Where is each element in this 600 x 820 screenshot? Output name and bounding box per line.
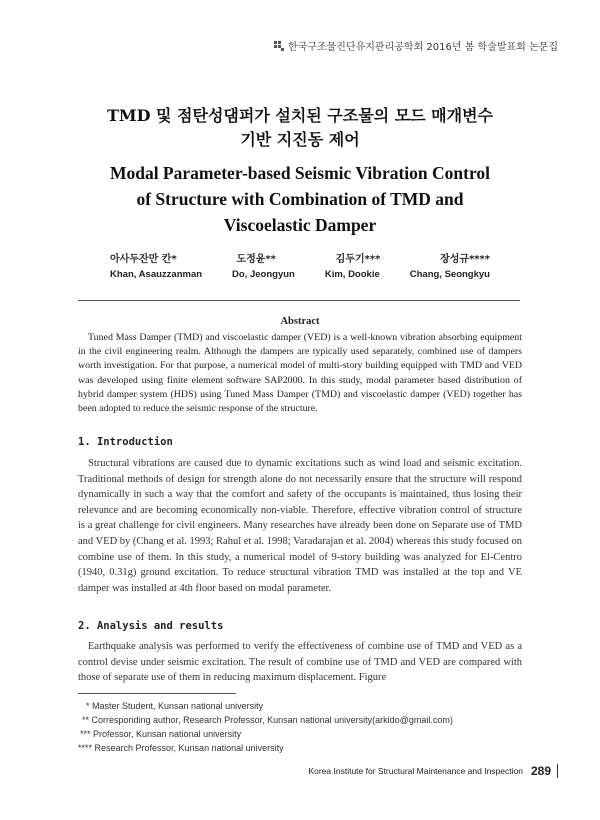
abstract-heading: Abstract — [280, 316, 320, 327]
author-en: Do, Jeongyun — [232, 269, 295, 280]
footnote-divider — [78, 693, 236, 694]
author-ko: 장성규**** — [440, 254, 490, 265]
running-header — [274, 38, 558, 53]
footnotes — [78, 699, 453, 755]
publisher-name: Korea Institute for Structural Maintenance and Inspection — [308, 766, 523, 776]
title-divider — [78, 300, 520, 301]
english-authors — [110, 269, 490, 280]
korean-authors — [110, 250, 490, 265]
author-ko: 도정윤** — [236, 254, 276, 265]
page-number: 289 — [531, 764, 558, 778]
korean-title-line: 기반 지진동 제어 — [240, 130, 360, 149]
english-title — [40, 160, 560, 238]
author-block — [110, 250, 490, 280]
section-heading-analysis: 2. Analysis and results — [78, 620, 224, 632]
abstract-text: Tuned Mass Damper (TMD) and viscoelastic damper (VED) is a well-known vibration absorbing equipment in the civil engineering realm. Although the dampers are typically used separately, combined use of dampers worth investigation. For that purpose, a numerical model of multi-story building equipped with TMD and VED was developed using finite element software SAP2000. In this study, modal parameter based distribution of hybrid damper system (HDS) using Tuned Mass Damper (TMD) and viscoelastic damper (VED) together has been adopted to reduce the seismic response of the structure. — [78, 332, 522, 415]
author-en: Khan, Asauzzanman — [110, 269, 203, 280]
introduction-text: Structural vibrations are caused due to dynamic excitations such as wind load and seismic excitation. Traditional methods of design for strength alone do not necessarily ensure that the structure will respond dynamically in such a way that the comfort and safety of the occupants is maintained, thus losing their relevance and are becoming economically non-viable. Therefore, effective vibration control of structure is a great challenge for civil engineers. Many researches have already been done on Separate use of TMD and VED by (Chang et al. 1993; Rahul et al. 1998; Varadarajan et al. 2004) whereas this study focused on combine use of them. In this study, a numerical model of 9-story building was analyzed for El-Centro (1940, 0.31g) ground excitation. To reduce structural vibration TMD was installed at the top and VE damper was installed at 4th floor based on modal parameter. — [78, 458, 523, 594]
korean-title-line: TMD 및 점탄성댐퍼가 설치된 구조물의 모드 매개변수 — [106, 106, 494, 125]
analysis-text: Earthquake analysis was performed to verify the effectiveness of combine use of TMD and VED as a control devise under seismic excitation. The result of combine use of TMD and VED are compared with those of separate use of them in reducing maximum displacement. Figure — [78, 641, 522, 684]
footnote: *** Professor, Kunsan national university — [80, 729, 242, 739]
english-title-line: Modal Parameter-based Seismic Vibration Control — [109, 163, 491, 183]
footnote: ** Corresponding author, Research Professor, Kunsan national university(arkido@gmail.com) — [82, 715, 453, 725]
english-title-line: of Structure with Combination of TMD and — [136, 189, 464, 209]
author-ko: 김두기*** — [335, 254, 381, 265]
footnote: * Master Student, Kunsan national university — [86, 701, 264, 711]
journal-name: 한국구조물진단유지관리공학회 2016년 봄 학술발표회 논문집 — [287, 42, 558, 53]
section-heading-introduction: 1. Introduction — [78, 436, 173, 448]
author-en: Kim, Dookie — [324, 269, 380, 280]
author-en: Chang, Seongkyu — [409, 269, 490, 280]
page-footer — [308, 764, 558, 778]
author-ko: 아사두잔만 칸* — [110, 254, 177, 265]
korean-title — [40, 104, 560, 152]
header-mark-icon — [274, 41, 284, 51]
footnote: **** Research Professor, Kunsan national university — [78, 743, 284, 753]
english-title-line: Viscoelastic Damper — [223, 215, 377, 235]
